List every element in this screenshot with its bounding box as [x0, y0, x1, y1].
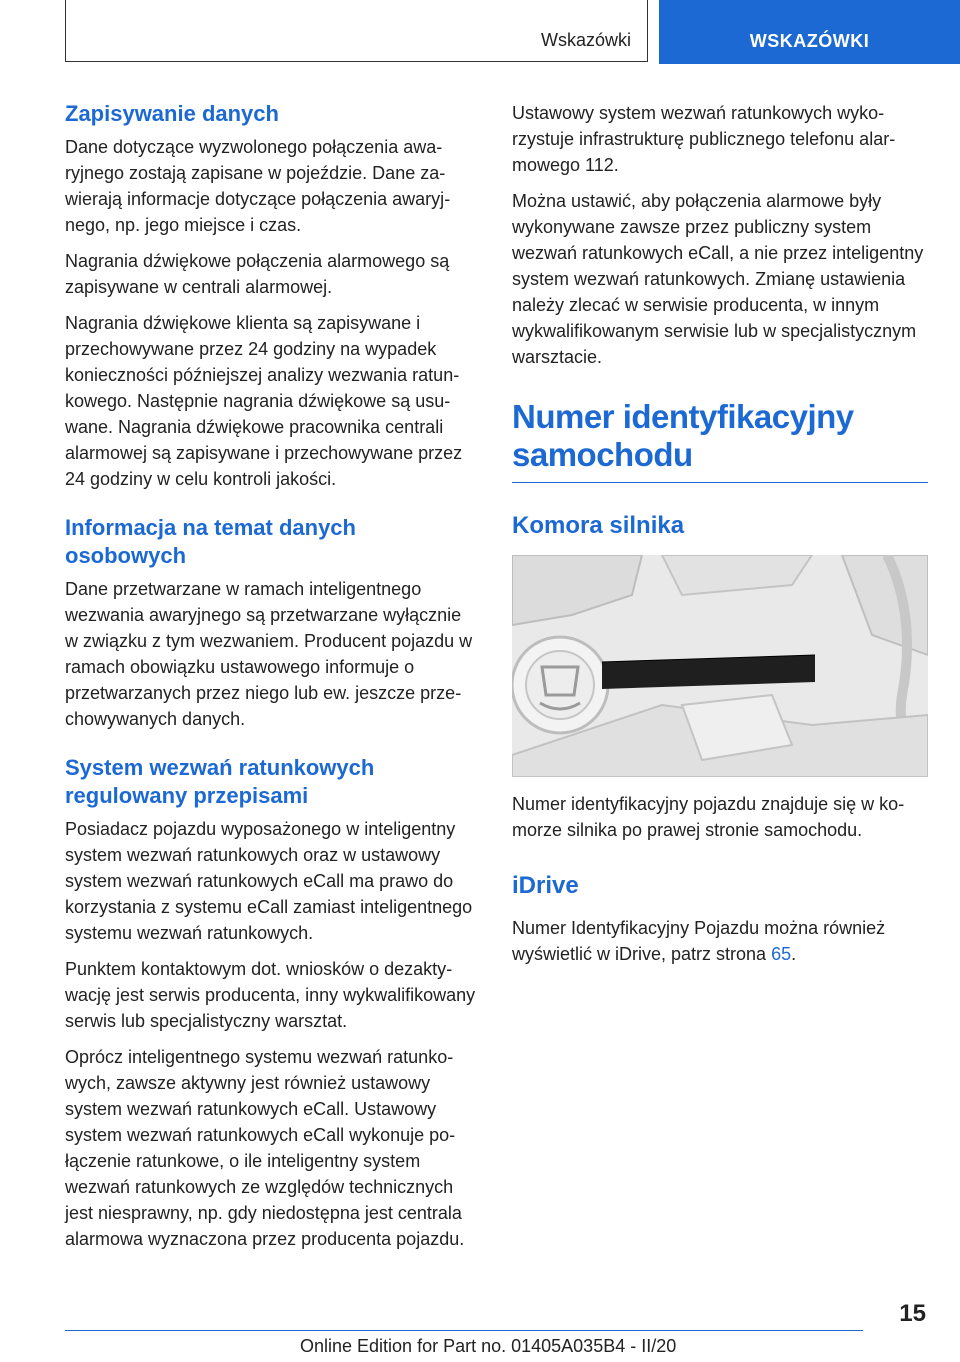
paragraph: Oprócz inteligentnego systemu wezwań ratunkowych, zawsze aktywny jest również ustawowy system wezwań ratunkowych eCall. Ustawowy system wezwań ratunkowych eCall wykonuje połączenie ratunkowe, o ile inteligentny system wezwań ratunkowych ze względów technicznych jest niesprawny, np. gdy niedostępna jest centrala alarmowa wyznaczona przez producenta pojazdu.	[65, 1047, 465, 1249]
paragraph: Dane przetwarzane w ramach inteligentnego wezwania awaryjnego są przetwarzane wyłącznie w związku z tym wezwaniem. Producent pojazdu w ramach obowiązku ustawowego informuje o przetwarzanych przez niego lub ew. jeszcze przechowywanych danych.	[65, 579, 473, 729]
engine-compartment-illustration	[512, 555, 928, 777]
heading-vin: Numer identyfikacyjny samochodu	[512, 398, 928, 483]
paragraph: Ustawowy system wezwań ratunkowych wykorzystuje infrastrukturę publicznego telefonu alarmowego 112.	[512, 103, 896, 175]
heading-regulated-system: System wezwań ratunkowych regulowany przepisami	[65, 755, 375, 808]
idrive-text-end: .	[791, 944, 797, 964]
heading-engine-compartment: Komora silnika	[512, 512, 685, 539]
paragraph: Nagrania dźwiękowe połączenia alarmowego są zapisywane w centrali alarmowej.	[65, 251, 450, 297]
footer-edition-text: Online Edition for Part no. 01405A035B4 - II/20	[300, 1336, 677, 1356]
paragraph: Dane dotyczące wyzwolonego połączenia awaryjnego zostają zapisane w pojeździe. Dane zawierają informacje dotyczące połączenia awaryjnego, np. jego miejsce i czas.	[65, 137, 451, 235]
heading-personal-data: Informacja na temat danych osobowych	[65, 515, 356, 568]
header-section-title: Wskazówki	[540, 30, 631, 50]
right-column	[512, 100, 928, 977]
engine-compartment-image	[512, 555, 928, 777]
heading-idrive: iDrive	[512, 872, 579, 899]
paragraph: Można ustawić, aby połączenia alarmowe były wykonywane zawsze przez publiczny system wezwań ratunkowych eCall, a nie przez inteligentny system wezwań ratunkowych. Zmianę ustawienia należy zlecać w serwisie producenta, w innym wykwalifikowanym serwisie lub w specjalistycznym warsztacie.	[512, 191, 924, 367]
paragraph-idrive	[512, 915, 928, 967]
page-link-65[interactable]: 65	[771, 944, 792, 964]
paragraph: Punktem kontaktowym dot. wniosków o dezaktywację jest serwis producenta, inny wykwalifikowany serwis lub specjalistyczny warsztat.	[65, 959, 476, 1031]
page-number: 15	[899, 1300, 926, 1327]
paragraph: Nagrania dźwiękowe klienta są zapisywane i przechowywane przez 24 godziny na wypadek konieczności późniejszej analizy wezwania ratunkowego. Następnie nagrania dźwiękowe są usuwane. Nagrania dźwiękowe pracownika centrali alarmowej są zapisywane i przechowywane przez 24 godziny w celu kontroli jakości.	[65, 313, 463, 489]
header-chapter-tab[interactable]: WSKAZÓWKI	[659, 0, 960, 64]
header-frame	[65, 0, 648, 62]
idrive-text: Numer Identyfikacyjny Pojazdu można również wyświetlić w iDrive, patrz strona	[512, 918, 886, 964]
paragraph: Posiadacz pojazdu wyposażonego w inteligentny system wezwań ratunkowych oraz w ustawowy system wezwań ratunkowych eCall ma prawo do korzystania z systemu eCall zamiast inteligentnego systemu wezwań ratunkowych.	[65, 819, 473, 943]
heading-data-recording: Zapisywanie danych	[65, 101, 279, 126]
footer-divider	[65, 1330, 863, 1331]
paragraph: Numer identyfikacyjny pojazdu znajduje się w komorze silnika po prawej stronie samochodu.	[512, 794, 905, 840]
left-column	[65, 100, 477, 1262]
